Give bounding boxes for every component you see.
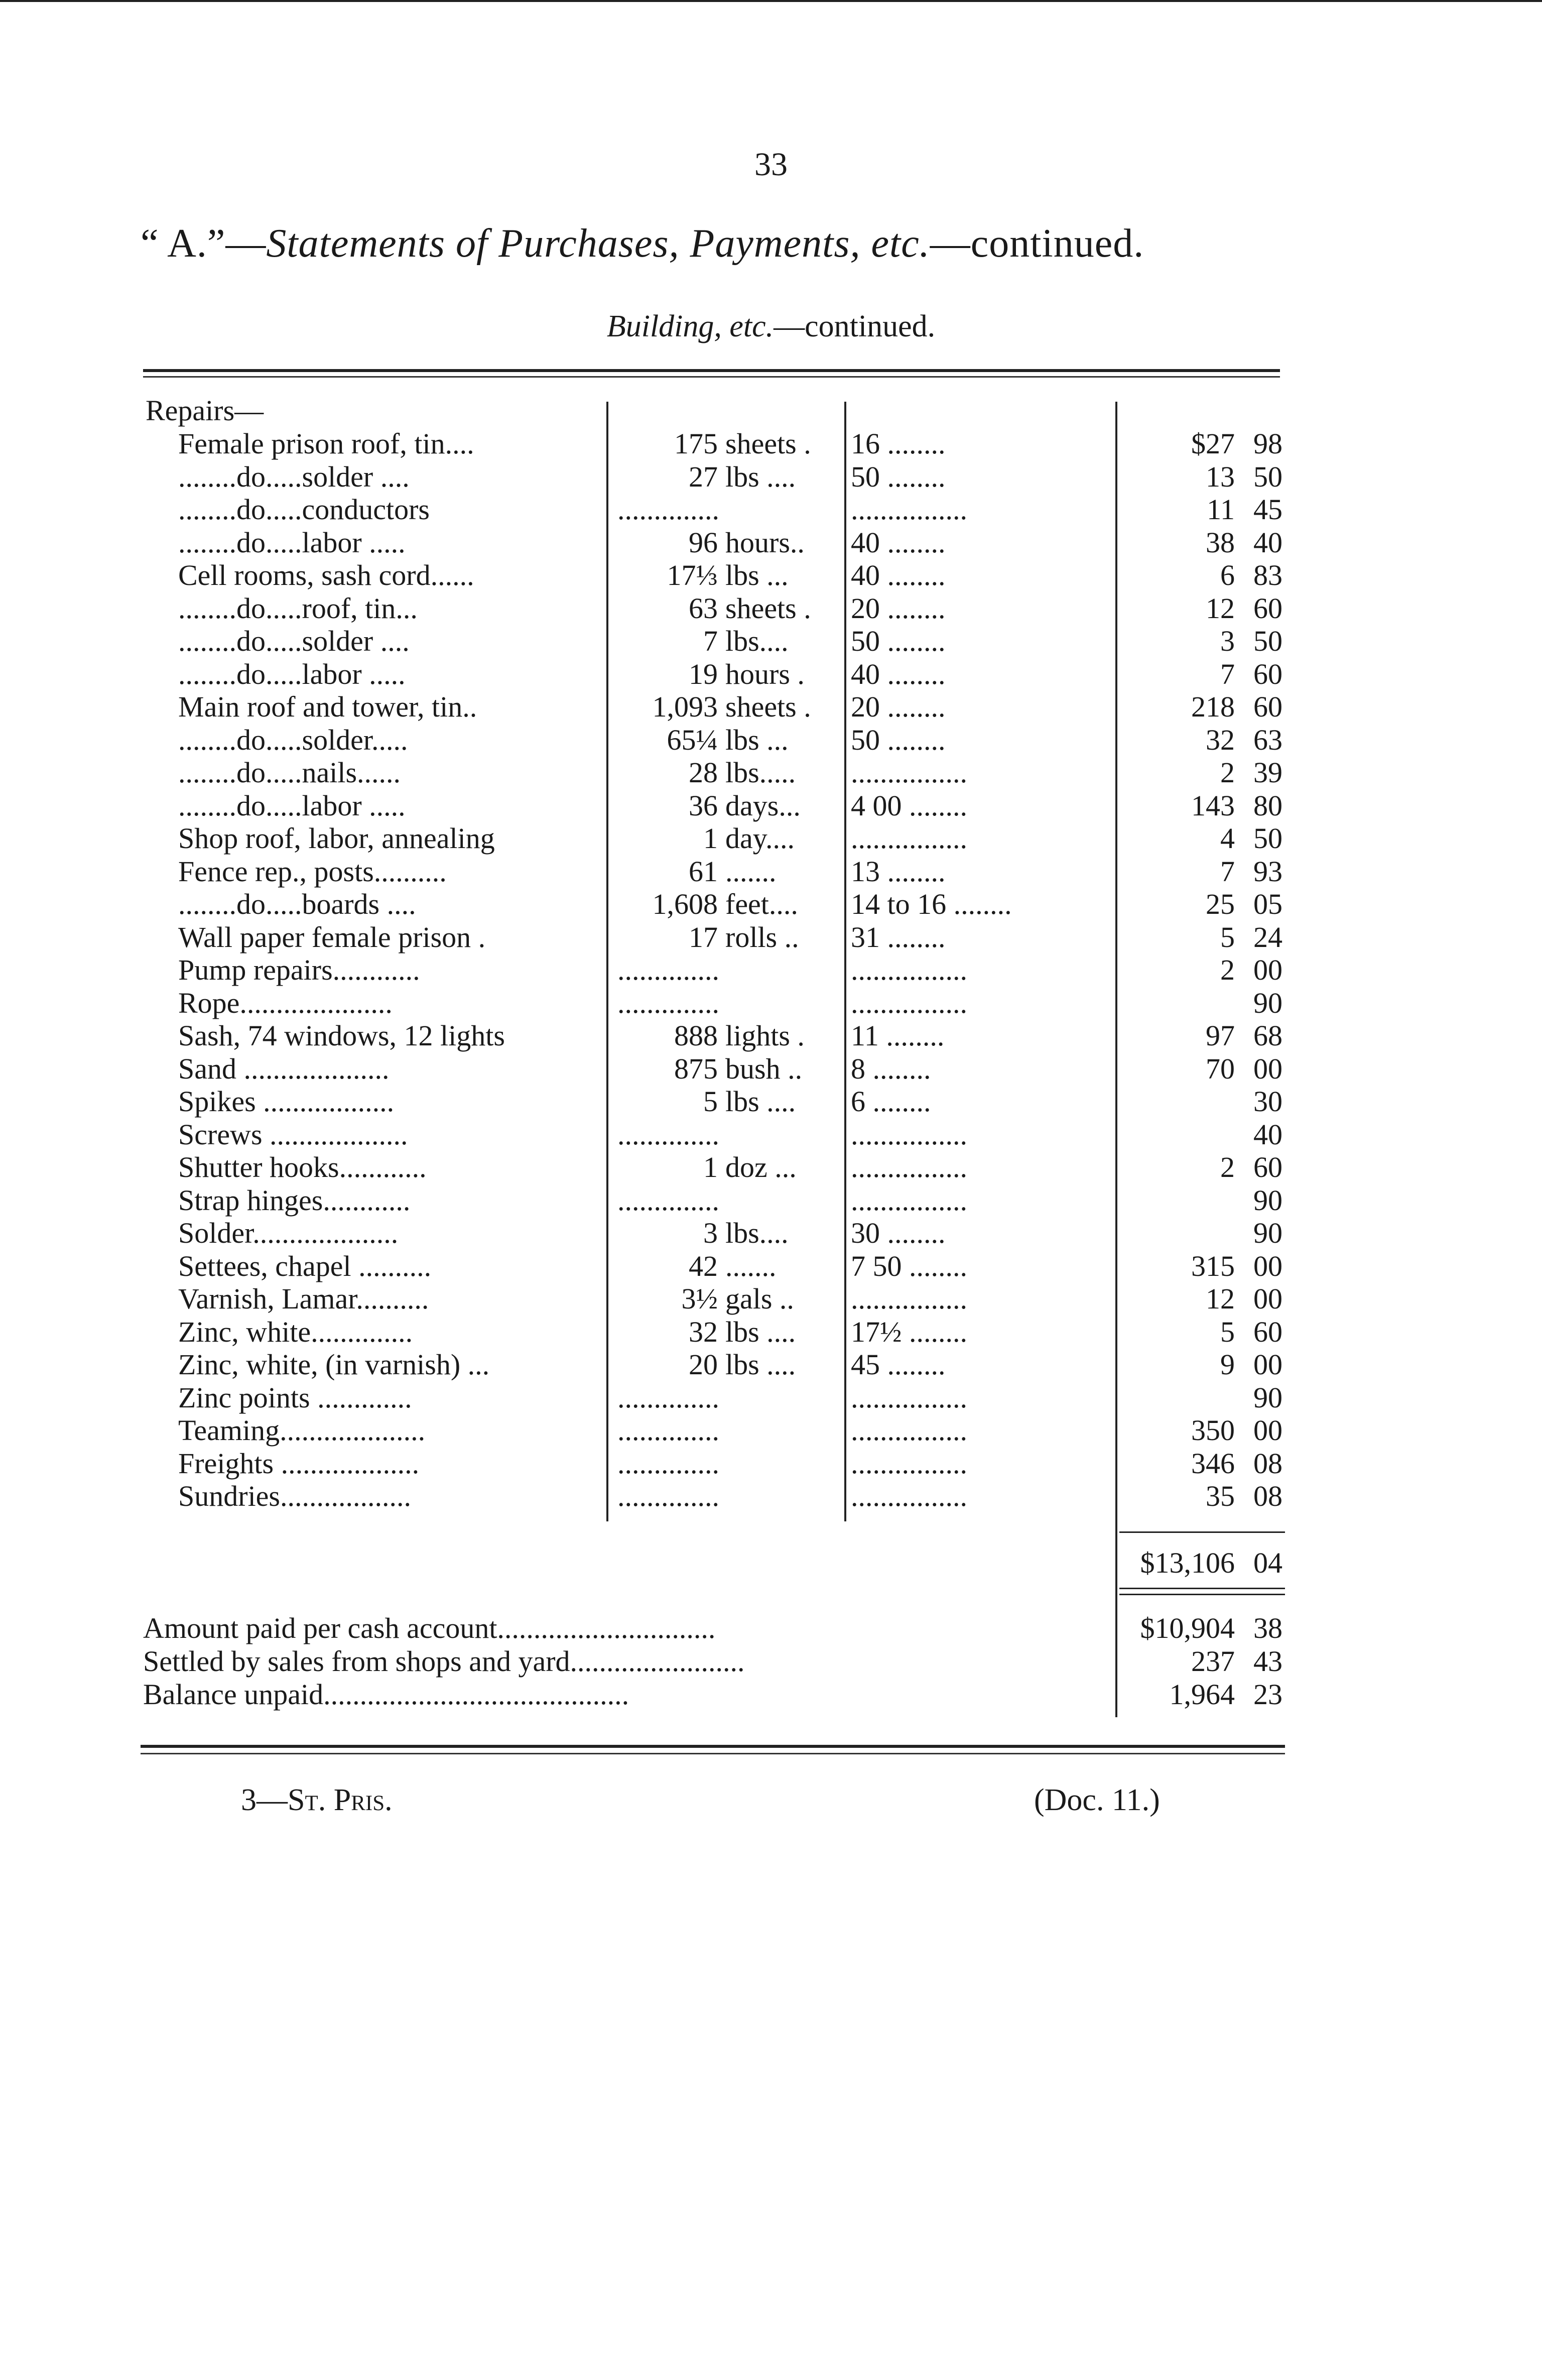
summary-label: Balance unpaid..........................................	[143, 1678, 629, 1711]
item-description: Wall paper female prison .	[178, 920, 486, 954]
item-description: Zinc points .............	[178, 1381, 412, 1414]
item-quantity: 63	[689, 591, 718, 625]
item-unit: lights .	[725, 1019, 805, 1052]
item-quantity: 65¼	[667, 723, 718, 756]
item-dollars: 9	[1220, 1348, 1235, 1381]
item-dollars: 4	[1220, 822, 1235, 855]
item-dollars: 12	[1206, 591, 1235, 625]
item-description: Cell rooms, sash cord......	[178, 559, 474, 591]
item-quantity: 7	[703, 625, 718, 657]
item-quantity: 5	[703, 1085, 718, 1118]
item-rate: 7 50 ........	[851, 1249, 967, 1282]
item-dollars: 3	[1220, 625, 1235, 657]
item-description: Zinc, white..............	[178, 1315, 413, 1348]
item-quantity: 27	[689, 460, 718, 493]
item-quantity: 1,608	[652, 888, 718, 920]
item-unit: lbs ...	[725, 723, 789, 756]
item-unit: lbs....	[725, 625, 789, 657]
item-unit: hours .	[725, 657, 805, 690]
item-dollars: 2	[1220, 756, 1235, 789]
item-quantity: 32	[689, 1315, 718, 1348]
item-cents: 08	[1253, 1480, 1282, 1512]
item-description: Rope.....................	[178, 986, 393, 1019]
item-quantity: 17	[689, 920, 718, 954]
item-unit: day....	[725, 822, 795, 855]
item-description: Settees, chapel ..........	[178, 1249, 432, 1282]
item-rate: ................	[851, 1480, 967, 1512]
item-dollars: 32	[1206, 723, 1235, 756]
item-quantity-blank: ..............	[617, 1118, 719, 1151]
item-cents: 30	[1253, 1085, 1282, 1118]
subheading-italic: Building, etc.	[606, 309, 774, 343]
item-rate: 6 ........	[851, 1085, 931, 1118]
item-rate: 30 ........	[851, 1217, 946, 1249]
item-cents: 80	[1253, 789, 1282, 822]
item-dollars: 12	[1206, 1282, 1235, 1315]
item-unit: lbs ....	[725, 1315, 796, 1348]
item-description: Pump repairs............	[178, 954, 420, 986]
item-quantity: 875	[674, 1052, 718, 1085]
item-rate: ................	[851, 986, 967, 1019]
item-cents: 00	[1253, 954, 1282, 986]
section-subheading	[0, 309, 1542, 344]
item-unit: lbs ....	[725, 460, 796, 493]
item-dollars: 38	[1206, 526, 1235, 559]
summary-label: Settled by sales from shops and yard........................	[143, 1645, 745, 1678]
item-cents: 83	[1253, 559, 1282, 591]
item-rate: ................	[851, 1447, 967, 1480]
item-dollars: $27	[1191, 427, 1235, 460]
item-cents: 60	[1253, 657, 1282, 690]
item-dollars: 13	[1206, 460, 1235, 493]
item-cents: 05	[1253, 888, 1282, 920]
item-rate: ................	[851, 1118, 967, 1151]
item-description: ........do.....solder ....	[178, 460, 410, 493]
signature-mark: 3—St. Pris.	[241, 1783, 393, 1817]
item-rate: 50 ........	[851, 460, 946, 493]
item-rate: 40 ........	[851, 657, 946, 690]
item-unit: sheets .	[725, 690, 811, 723]
item-unit: lbs ...	[725, 559, 789, 591]
item-cents: 60	[1253, 1315, 1282, 1348]
item-rate: ................	[851, 756, 967, 789]
item-quantity: 61	[689, 855, 718, 888]
item-dollars: 315	[1191, 1249, 1235, 1282]
item-rate: 11 ........	[851, 1019, 945, 1052]
item-description: Shop roof, labor, annealing	[178, 822, 495, 855]
item-rate: ................	[851, 1414, 967, 1447]
item-dollars: 2	[1220, 1151, 1235, 1183]
total-dollars: $13,106	[1140, 1546, 1235, 1579]
item-description: Main roof and tower, tin..	[178, 690, 477, 723]
item-dollars: 5	[1220, 1315, 1235, 1348]
item-dollars: 218	[1191, 690, 1235, 723]
item-dollars: 35	[1206, 1480, 1235, 1512]
item-rate: ................	[851, 954, 967, 986]
summary-cents: 38	[1253, 1612, 1282, 1644]
column-divider-quantity	[606, 402, 608, 1521]
item-cents: 40	[1253, 526, 1282, 559]
item-description: Solder....................	[178, 1217, 399, 1249]
item-quantity-blank: ..............	[617, 493, 719, 526]
item-cents: 60	[1253, 591, 1282, 625]
item-rate: 45 ........	[851, 1348, 946, 1381]
item-quantity: 3	[703, 1217, 718, 1249]
item-quantity: 36	[689, 789, 718, 822]
item-description: Strap hinges............	[178, 1183, 411, 1217]
item-cents: 00	[1253, 1414, 1282, 1447]
item-rate: ................	[851, 1151, 967, 1183]
item-rate: 17½ ........	[851, 1315, 967, 1348]
item-description: ........do.....solder ....	[178, 625, 410, 657]
item-quantity-blank: ..............	[617, 1447, 719, 1480]
item-quantity: 888	[674, 1019, 718, 1052]
item-description: Sand ....................	[178, 1052, 390, 1085]
page-heading	[141, 221, 1285, 267]
item-quantity-blank: ..............	[617, 954, 719, 986]
item-unit: .......	[725, 855, 777, 888]
item-description: ........do.....boards ....	[178, 888, 416, 920]
item-unit: lbs.....	[725, 756, 796, 789]
summary-label: Amount paid per cash account..............................	[143, 1612, 716, 1644]
item-rate: 4 00 ........	[851, 789, 967, 822]
item-description: ........do.....labor .....	[178, 789, 406, 822]
item-quantity: 17⅓	[667, 559, 718, 591]
summary-dollars: 1,964	[1169, 1678, 1235, 1711]
item-description: Screws ...................	[178, 1118, 408, 1151]
item-cents: 68	[1253, 1019, 1282, 1052]
item-cents: 00	[1253, 1348, 1282, 1381]
item-quantity-blank: ..............	[617, 1414, 719, 1447]
summary-cents: 43	[1253, 1645, 1282, 1678]
item-quantity: 1	[703, 1151, 718, 1183]
item-quantity: 3½	[681, 1282, 718, 1315]
item-quantity-blank: ..............	[617, 1480, 719, 1512]
item-dollars: 97	[1206, 1019, 1235, 1052]
item-rate: 8 ........	[851, 1052, 931, 1085]
section-label: Repairs—	[146, 394, 264, 427]
item-quantity-blank: ..............	[617, 1183, 719, 1217]
item-description: ........do.....solder.....	[178, 723, 408, 756]
summary-cents: 23	[1253, 1678, 1282, 1711]
total-rule-bottom-b	[1119, 1594, 1285, 1595]
item-rate: 16 ........	[851, 427, 946, 460]
item-unit: hours..	[725, 526, 805, 559]
item-unit: gals ..	[725, 1282, 794, 1315]
item-rate: 20 ........	[851, 591, 946, 625]
item-quantity: 1	[703, 822, 718, 855]
summary-dollars: 237	[1191, 1645, 1235, 1678]
item-unit: feet....	[725, 888, 798, 920]
item-rate: ................	[851, 493, 967, 526]
item-cents: 50	[1253, 460, 1282, 493]
item-dollars: 346	[1191, 1447, 1235, 1480]
item-rate: ................	[851, 1183, 967, 1217]
item-cents: 90	[1253, 986, 1282, 1019]
item-cents: 60	[1253, 690, 1282, 723]
item-unit: sheets .	[725, 427, 811, 460]
item-quantity: 28	[689, 756, 718, 789]
item-cents: 90	[1253, 1183, 1282, 1217]
item-cents: 60	[1253, 1151, 1282, 1183]
item-unit: rolls ..	[725, 920, 799, 954]
item-description: Teaming....................	[178, 1414, 426, 1447]
item-quantity: 1,093	[652, 690, 718, 723]
subheading-suffix: —continued.	[774, 309, 936, 343]
item-cents: 98	[1253, 427, 1282, 460]
item-description: ........do.....conductors	[178, 493, 430, 526]
document-number: (Doc. 11.)	[1034, 1783, 1160, 1817]
item-description: Spikes ..................	[178, 1085, 395, 1118]
item-unit: days...	[725, 789, 801, 822]
item-dollars: 2	[1220, 954, 1235, 986]
item-cents: 00	[1253, 1052, 1282, 1085]
heading-prefix: “ A.”—	[141, 221, 267, 266]
item-dollars: 6	[1220, 559, 1235, 591]
item-cents: 63	[1253, 723, 1282, 756]
table-top-rule	[143, 369, 1280, 378]
item-description: ........do.....nails......	[178, 756, 401, 789]
item-rate: 31 ........	[851, 920, 946, 954]
item-description: ........do.....labor .....	[178, 657, 406, 690]
item-cents: 39	[1253, 756, 1282, 789]
item-rate: 50 ........	[851, 625, 946, 657]
item-cents: 90	[1253, 1217, 1282, 1249]
item-cents: 40	[1253, 1118, 1282, 1151]
item-quantity-blank: ..............	[617, 1381, 719, 1414]
item-rate: ................	[851, 1381, 967, 1414]
item-quantity-blank: ..............	[617, 986, 719, 1019]
item-description: Shutter hooks............	[178, 1151, 427, 1183]
item-dollars: 7	[1220, 855, 1235, 888]
item-description: Freights ...................	[178, 1447, 420, 1480]
item-cents: 50	[1253, 822, 1282, 855]
item-quantity: 20	[689, 1348, 718, 1381]
total-rule-bottom-a	[1119, 1588, 1285, 1589]
item-dollars: 25	[1206, 888, 1235, 920]
item-description: Sash, 74 windows, 12 lights	[178, 1019, 505, 1052]
item-dollars: 70	[1206, 1052, 1235, 1085]
item-rate: ................	[851, 822, 967, 855]
item-description: Varnish, Lamar..........	[178, 1282, 429, 1315]
item-cents: 50	[1253, 625, 1282, 657]
heading-italic: Statements of Purchases, Payments, etc.	[266, 221, 930, 266]
item-rate: 14 to 16 ........	[851, 888, 1012, 920]
item-description: Female prison roof, tin....	[178, 427, 474, 460]
item-rate: 40 ........	[851, 559, 946, 591]
item-dollars: 5	[1220, 920, 1235, 954]
item-cents: 93	[1253, 855, 1282, 888]
item-rate: 20 ........	[851, 690, 946, 723]
item-quantity: 96	[689, 526, 718, 559]
item-cents: 90	[1253, 1381, 1282, 1414]
item-rate: ................	[851, 1282, 967, 1315]
item-unit: lbs ....	[725, 1085, 796, 1118]
item-cents: 00	[1253, 1282, 1282, 1315]
item-unit: lbs....	[725, 1217, 789, 1249]
item-unit: bush ..	[725, 1052, 803, 1085]
summary-dollars: $10,904	[1140, 1612, 1235, 1644]
item-cents: 08	[1253, 1447, 1282, 1480]
total-cents: 04	[1253, 1546, 1282, 1579]
column-divider-amount	[1115, 402, 1117, 1717]
item-unit: doz ...	[725, 1151, 797, 1183]
item-description: ........do.....roof, tin...	[178, 591, 418, 625]
item-cents: 00	[1253, 1249, 1282, 1282]
item-dollars: 11	[1207, 493, 1235, 526]
item-rate: 40 ........	[851, 526, 946, 559]
total-rule-top	[1119, 1531, 1285, 1533]
item-unit: sheets .	[725, 591, 811, 625]
item-dollars: 350	[1191, 1414, 1235, 1447]
item-unit: lbs ....	[725, 1348, 796, 1381]
item-description: Fence rep., posts..........	[178, 855, 447, 888]
item-quantity: 19	[689, 657, 718, 690]
table-bottom-rule	[141, 1745, 1285, 1754]
item-dollars: 143	[1191, 789, 1235, 822]
item-cents: 24	[1253, 920, 1282, 954]
item-rate: 50 ........	[851, 723, 946, 756]
item-cents: 45	[1253, 493, 1282, 526]
item-description: Zinc, white, (in varnish) ...	[178, 1348, 490, 1381]
column-divider-rate	[844, 402, 846, 1521]
item-rate: 13 ........	[851, 855, 946, 888]
item-quantity: 42	[689, 1249, 718, 1282]
item-unit: .......	[725, 1249, 777, 1282]
top-rule	[0, 0, 1542, 2]
item-description: ........do.....labor .....	[178, 526, 406, 559]
heading-suffix: —continued.	[930, 221, 1144, 266]
item-dollars: 7	[1220, 657, 1235, 690]
page-number: 33	[754, 146, 788, 183]
item-description: Sundries..................	[178, 1480, 411, 1512]
item-quantity: 175	[674, 427, 718, 460]
